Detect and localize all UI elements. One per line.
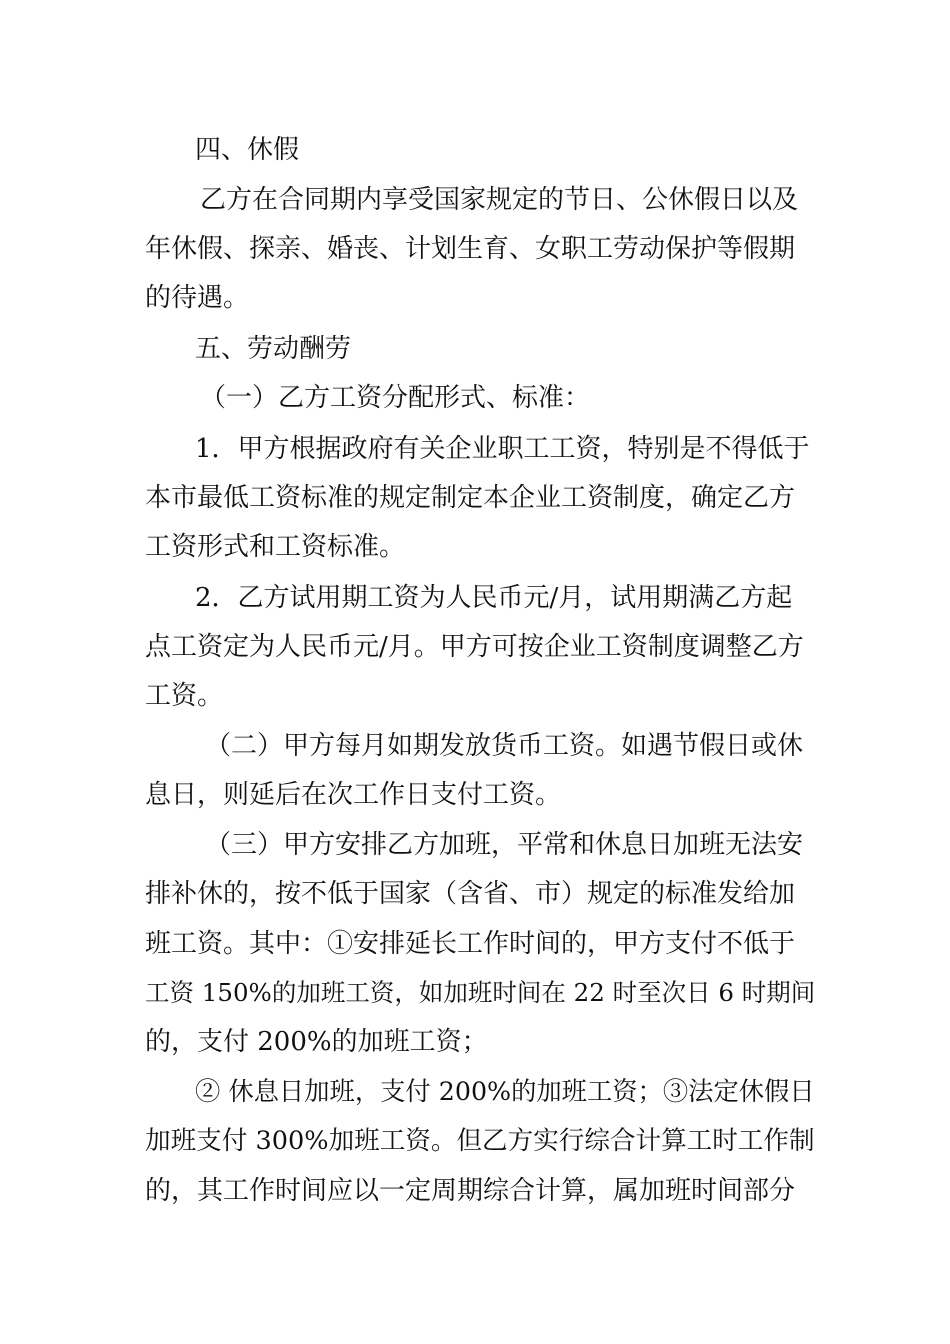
paragraph-line: 乙方在合同期内享受国家规定的节日、公休假日以及 bbox=[200, 185, 799, 215]
section-heading-remuneration: 五、劳动酬劳 bbox=[195, 334, 352, 364]
subsection-heading: （一）乙方工资分配形式、标准： bbox=[200, 383, 591, 413]
paragraph-line: 1．甲方根据政府有关企业职工工资，特别是不得低于 bbox=[195, 434, 810, 464]
paragraph-line: 点工资定为人民币元/月。甲方可按企业工资制度调整乙方 bbox=[145, 632, 804, 662]
paragraph-line: 息日，则延后在次工作日支付工资。 bbox=[145, 780, 562, 810]
paragraph-line: 的待遇。 bbox=[145, 283, 250, 313]
paragraph-line: 工资。 bbox=[145, 681, 224, 711]
paragraph-line: 本市最低工资标准的规定制定本企业工资制度，确定乙方 bbox=[145, 483, 796, 513]
section-heading-vacation: 四、休假 bbox=[195, 135, 300, 165]
paragraph-line: 的，其工作时间应以一定周期综合计算，属加班时间部分 bbox=[145, 1176, 796, 1206]
paragraph-line: 年休假、探亲、婚丧、计划生育、女职工劳动保护等假期 bbox=[145, 234, 796, 264]
paragraph-line: 班工资。其中：①安排延长工作时间的，甲方支付不低于 bbox=[145, 929, 796, 959]
paragraph-line: 工资 150%的加班工资，如加班时间在 22 时至次日 6 时期间 bbox=[145, 978, 816, 1007]
paragraph-line: 工资形式和工资标准。 bbox=[145, 532, 406, 562]
paragraph-line: ② 休息日加班，支付 200%的加班工资；③法定休假日 bbox=[195, 1077, 815, 1106]
paragraph-line: （二）甲方每月如期发放货币工资。如遇节假日或休 bbox=[205, 731, 804, 761]
paragraph-line: 的，支付 200%的加班工资； bbox=[145, 1027, 488, 1057]
paragraph-line: 加班支付 300%加班工资。但乙方实行综合计算工时工作制 bbox=[145, 1126, 815, 1156]
paragraph-line: 排补休的，按不低于国家（含省、市）规定的标准发给加 bbox=[145, 879, 796, 909]
paragraph-line: 2．乙方试用期工资为人民币元/月，试用期满乙方起 bbox=[195, 583, 793, 613]
paragraph-line: （三）甲方安排乙方加班，平常和休息日加班无法安 bbox=[205, 830, 804, 860]
